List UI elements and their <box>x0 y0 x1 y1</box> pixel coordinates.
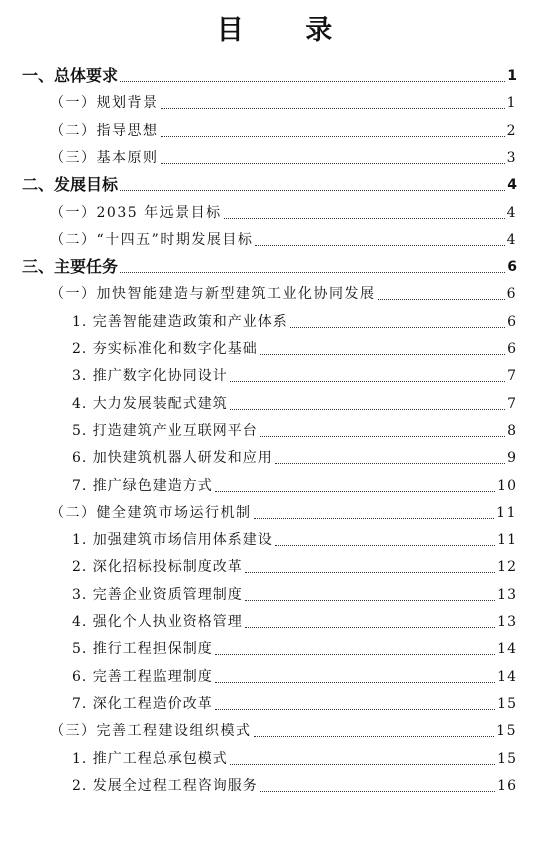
toc-entry-label: 7. 推广绿色建造方式 <box>72 477 213 494</box>
toc-entry[interactable] <box>50 200 517 226</box>
toc-entry-label: 2. 夯实标准化和数字化基础 <box>72 341 258 357</box>
toc-entry[interactable] <box>72 418 517 444</box>
toc-entry-label: 6. 加快建筑机器人研发和应用 <box>72 450 273 467</box>
dot-leader <box>245 627 495 628</box>
dot-leader <box>260 436 505 437</box>
toc-entry-label: 3. 推广数字化协同设计 <box>72 368 228 385</box>
toc-entry-page-number: 6 <box>506 286 517 303</box>
dot-leader <box>215 709 495 710</box>
toc-entry-label: 1. 加强建筑市场信用体系建设 <box>72 532 273 549</box>
toc-entry-page-number: 8 <box>507 422 517 439</box>
toc-entry-page-number: 9 <box>507 450 517 467</box>
dot-leader <box>120 81 505 82</box>
toc-entry[interactable] <box>50 281 517 307</box>
toc-entry-page-number: 12 <box>497 559 517 576</box>
toc-entry-page-number: 4 <box>507 177 517 194</box>
toc-entry-page-number: 1 <box>506 95 517 112</box>
toc-entry-page-number: 13 <box>497 586 517 603</box>
toc-entry-page-number: 1 <box>507 68 517 84</box>
dot-leader <box>245 600 495 601</box>
toc-entry[interactable] <box>72 609 517 635</box>
toc-entry[interactable] <box>72 363 517 389</box>
toc-entry-page-number: 6 <box>507 341 517 357</box>
toc-entry-page-number: 15 <box>497 750 517 767</box>
toc-entry-page-number: 14 <box>497 668 517 685</box>
toc-entry[interactable] <box>72 391 517 417</box>
toc-entry-page-number: 11 <box>497 532 517 549</box>
toc-entry-label: 4. 强化个人执业资格管理 <box>72 614 243 630</box>
dot-leader <box>254 736 495 737</box>
dot-leader <box>290 327 505 328</box>
toc-entry-page-number: 4 <box>506 231 517 248</box>
toc-entry[interactable] <box>50 118 517 144</box>
toc-entry[interactable] <box>72 473 517 499</box>
toc-entry[interactable] <box>50 227 517 253</box>
dot-leader <box>120 190 505 191</box>
toc-entry[interactable] <box>50 718 517 744</box>
toc-entry-page-number: 2 <box>506 122 517 139</box>
toc-entry-page-number: 3 <box>506 149 517 166</box>
toc-entry-label: 5. 打造建筑产业互联网平台 <box>72 422 258 439</box>
toc-entry-page-number: 7 <box>507 395 517 412</box>
toc-entry-label: 1. 完善智能建造政策和产业体系 <box>72 313 288 330</box>
toc-entry-label: 1. 推广工程总承包模式 <box>72 750 228 767</box>
toc-entry-page-number: 6 <box>507 313 517 330</box>
toc-entry-label: 二、发展目标 <box>22 175 119 195</box>
toc-entry-label: 一、总体要求 <box>22 66 119 85</box>
dot-leader <box>161 136 505 137</box>
dot-leader <box>120 272 505 273</box>
toc-entry[interactable] <box>72 773 517 799</box>
toc-entry[interactable] <box>72 664 517 690</box>
toc-entry[interactable] <box>22 172 517 198</box>
toc-entry-label: （三）基本原则 <box>50 149 159 166</box>
toc-entry-label: 5. 推行工程担保制度 <box>72 641 213 658</box>
toc-entry-label: 7. 深化工程造价改革 <box>72 695 213 712</box>
dot-leader <box>255 245 504 246</box>
toc-entry-label: 4. 大力发展装配式建筑 <box>72 395 228 412</box>
dot-leader <box>275 463 505 464</box>
dot-leader <box>245 572 495 573</box>
toc-entry-page-number: 7 <box>507 368 517 385</box>
toc-entry-page-number: 13 <box>497 614 517 630</box>
toc-entry-page-number: 10 <box>497 477 517 494</box>
toc-entry[interactable] <box>72 746 517 772</box>
toc-entry[interactable] <box>72 527 517 553</box>
toc-entry-page-number: 11 <box>496 504 517 521</box>
toc-entry-label: （一）规划背景 <box>50 95 159 112</box>
toc-entry-page-number: 14 <box>497 641 517 658</box>
toc-entry-label: 3. 完善企业资质管理制度 <box>72 586 243 603</box>
toc-entry-label: 2. 深化招标投标制度改革 <box>72 559 243 576</box>
toc-entry[interactable] <box>50 500 517 526</box>
dot-leader <box>215 654 495 655</box>
toc-entry-page-number: 4 <box>506 204 517 221</box>
toc-entry-label: （一）加快智能建造与新型建筑工业化协同发展 <box>50 286 376 303</box>
dot-leader <box>161 108 505 109</box>
toc-entry[interactable] <box>22 254 517 280</box>
dot-leader <box>161 163 505 164</box>
toc-entry-label: 2. 发展全过程工程咨询服务 <box>72 777 258 794</box>
toc-entry-label: （二）健全建筑市场运行机制 <box>50 504 252 521</box>
dot-leader <box>260 791 495 792</box>
dot-leader <box>230 764 495 765</box>
toc-entry[interactable] <box>72 309 517 335</box>
dot-leader <box>230 409 505 410</box>
toc-entry-label: （一）2035 年远景目标 <box>50 204 222 221</box>
toc-entry[interactable] <box>72 554 517 580</box>
dot-leader <box>275 545 495 546</box>
toc-entry[interactable] <box>72 445 517 471</box>
toc-entry[interactable] <box>50 145 517 171</box>
dot-leader <box>378 299 505 300</box>
toc-entry[interactable] <box>50 90 517 116</box>
toc-entry[interactable] <box>72 582 517 608</box>
toc-entry-label: （二）指导思想 <box>50 122 159 139</box>
page-title: 目 录 <box>216 15 359 46</box>
toc-entry[interactable] <box>72 691 517 717</box>
dot-leader <box>224 218 505 219</box>
dot-leader <box>215 491 495 492</box>
toc-entry[interactable] <box>72 636 517 662</box>
toc-entry-page-number: 15 <box>497 695 517 712</box>
dot-leader <box>215 682 495 683</box>
dot-leader <box>230 381 505 382</box>
toc-entry-label: 6. 完善工程监理制度 <box>72 668 213 685</box>
dot-leader <box>254 518 495 519</box>
toc-entry-label: （三）完善工程建设组织模式 <box>50 723 252 740</box>
toc-entry-label: 三、主要任务 <box>22 257 119 277</box>
toc-entry-page-number: 6 <box>507 259 517 276</box>
dot-leader <box>260 354 505 355</box>
toc-entry[interactable] <box>22 63 517 89</box>
toc-entry-page-number: 16 <box>497 777 517 794</box>
toc-entry[interactable] <box>72 336 517 362</box>
toc-entry-label: （二）“十四五”时期发展目标 <box>50 231 254 248</box>
toc-entry-page-number: 15 <box>496 723 517 740</box>
